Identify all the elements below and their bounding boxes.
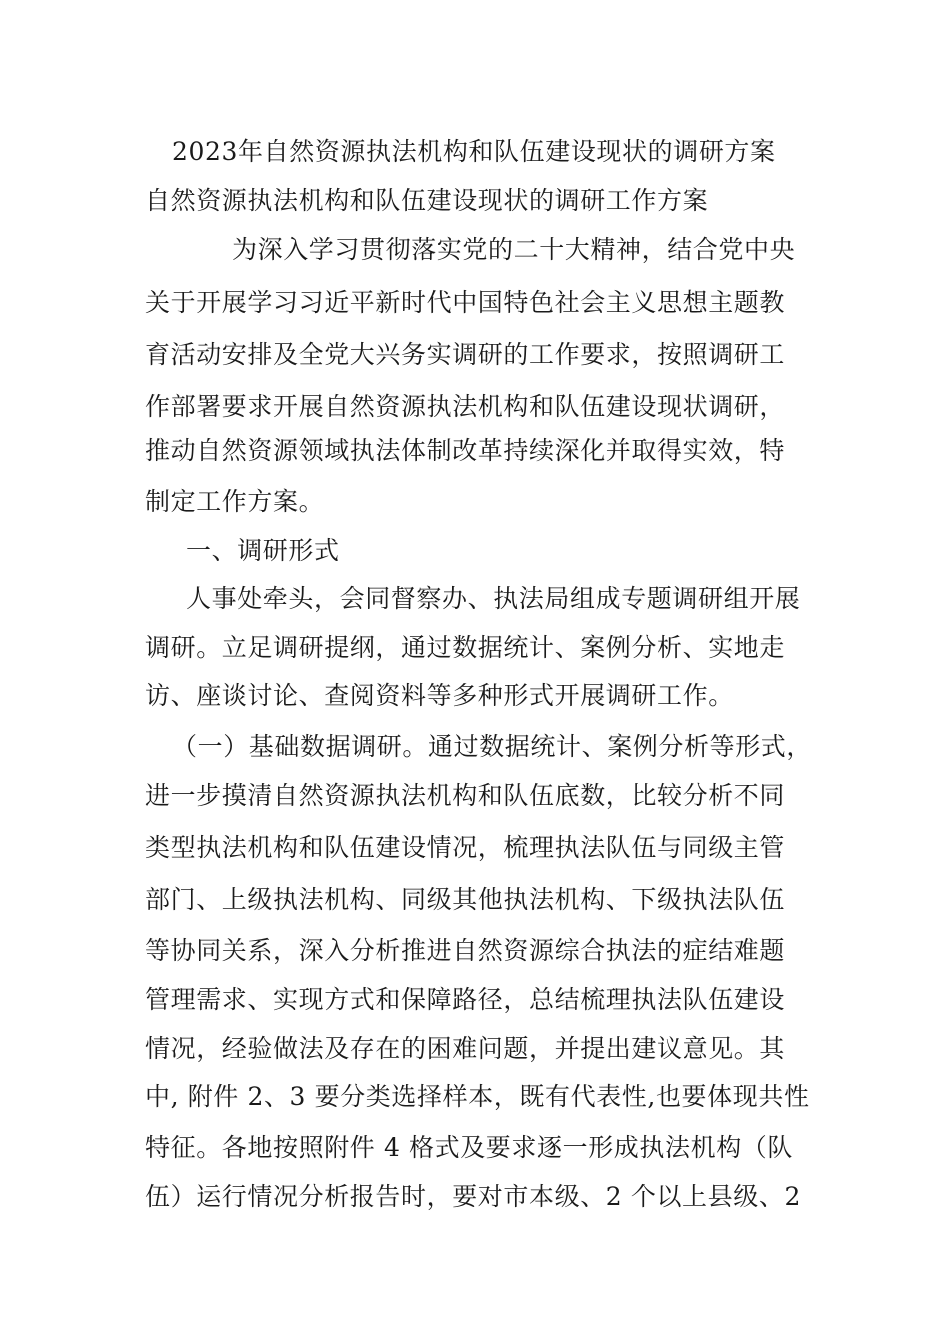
paragraph-line: 调研。立足调研提纲，通过数据统计、案例分析、实地走	[145, 633, 786, 662]
paragraph-line: 推动自然资源领域执法体制改革持续深化并取得实效，特	[145, 436, 786, 465]
document-subtitle: 自然资源执法机构和队伍建设现状的调研工作方案	[145, 186, 709, 215]
paragraph-line: （一）基础数据调研。通过数据统计、案例分析等形式，	[172, 732, 813, 761]
paragraph-line: 育活动安排及全党大兴务实调研的工作要求，按照调研工	[145, 340, 786, 369]
paragraph-line: 管理需求、实现方式和保障路径，总结梳理执法队伍建设	[145, 985, 786, 1014]
section-heading: 一、调研形式	[186, 536, 340, 565]
paragraph-line: 为深入学习贯彻落实党的二十大精神，结合党中央	[232, 235, 796, 264]
document-title: 2023年自然资源执法机构和队伍建设现状的调研方案	[172, 137, 776, 166]
paragraph-line: 作部署要求开展自然资源执法机构和队伍建设现状调研，	[145, 392, 786, 421]
paragraph-line: 关于开展学习习近平新时代中国特色社会主义思想主题教	[145, 288, 786, 317]
paragraph-line: 进一步摸清自然资源执法机构和队伍底数，比较分析不同	[145, 781, 786, 810]
paragraph-line: 特征。各地按照附件 4 格式及要求逐一形成执法机构（队	[145, 1133, 794, 1162]
paragraph-line: 中, 附件 2、3 要分类选择样本，既有代表性,也要体现共性	[145, 1082, 810, 1111]
paragraph-line: 人事处牵头，会同督察办、执法局组成专题调研组开展	[186, 584, 801, 613]
paragraph-line: 等协同关系，深入分析推进自然资源综合执法的症结难题	[145, 936, 786, 965]
paragraph-line: 部门、上级执法机构、同级其他执法机构、下级执法队伍	[145, 885, 786, 914]
paragraph-line: 制定工作方案。	[145, 487, 325, 516]
paragraph-line: 类型执法机构和队伍建设情况，梳理执法队伍与同级主管	[145, 833, 786, 862]
paragraph-line: 伍）运行情况分析报告时，要对市本级、2 个以上县级、2	[145, 1182, 801, 1211]
paragraph-line: 访、座谈讨论、查阅资料等多种形式开展调研工作。	[145, 681, 734, 710]
paragraph-line: 情况，经验做法及存在的困难问题，并提出建议意见。其	[145, 1034, 786, 1063]
